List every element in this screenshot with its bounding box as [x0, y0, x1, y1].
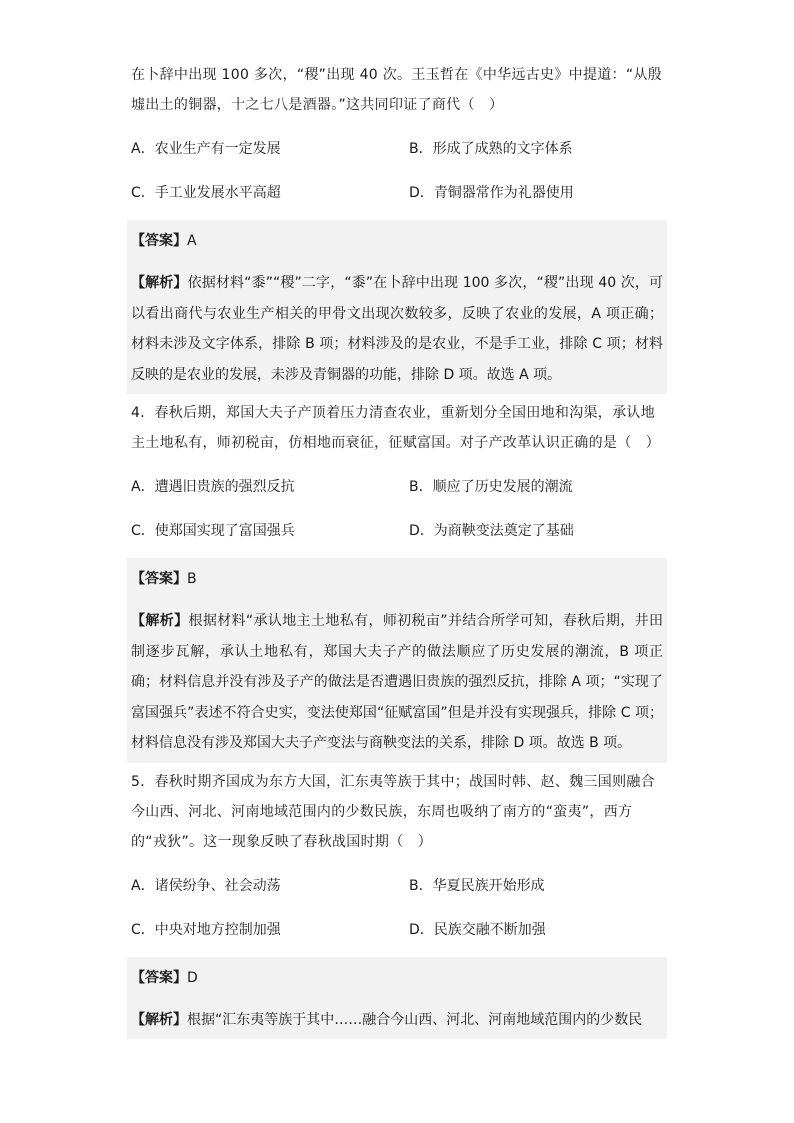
question-4-answer-box [127, 558, 667, 763]
explanation-text: 根据材料“承认地主土地私有，师初税亩”并结合所学可知，春秋后期，井田制逐步瓦解，承认土地私有，郑国大夫子产的做法顺应了历史发展的潮流，B 项正确；材料信息并没有涉及子产的做法是否遭遇旧贵族的强烈反抗，排除 A 项；“实现了富国强兵”表述不符合史实，变法使郑国“征赋富国”但是并没有实现强兵，排除 C 项；材料信息没有涉及郑国大夫子产变法与商鞅变法的关系，排除 D 项。故选 B 项。 [131, 613, 663, 751]
question-5-explanation [131, 1005, 663, 1036]
document-content [131, 60, 663, 1039]
question-5-answer [131, 963, 663, 1005]
question-5-option-a: A．诸侯纷争、社会动荡 [131, 877, 281, 894]
question-5-answer-box [127, 957, 667, 1040]
question-5-stem: 5．春秋时期齐国成为东方大国，汇东夷等族于其中；战国时韩、赵、魏三国则融合今山西、河北、河南地域范围内的少数民族，东周也吸纳了南方的“蛮夷”，西方的“戎狄”。这一现象反映了春秋战国时期（ ） [131, 773, 656, 850]
question-4-option-c: C．使郑国实现了富国强兵 [131, 523, 295, 539]
question-5-option-d: D．民族交融不断加强 [409, 921, 546, 938]
explanation-tag: 【解析】 [131, 275, 188, 291]
question-4-answer [131, 564, 663, 606]
question-3-option-b: B．形成了成熟的文字体系 [409, 141, 573, 157]
question-3-explanation [131, 268, 663, 390]
question-3-answer-box [127, 220, 667, 394]
question-5-options [131, 869, 663, 957]
question-3-answer [131, 226, 663, 268]
question-4-explanation [131, 606, 663, 759]
question-4-option-a: A．遭遇旧贵族的强烈反抗 [131, 479, 295, 495]
answer-tag: 【答案】 [131, 571, 187, 587]
question-4-options [131, 470, 663, 558]
answer-tag: 【答案】 [131, 969, 187, 986]
question-4-option-d: D．为商鞅变法奠定了基础 [409, 523, 574, 539]
question-3-option-a: A．农业生产有一定发展 [131, 141, 281, 157]
question-5-option-b: B．华夏民族开始形成 [409, 877, 545, 894]
explanation-text: 根据“汇东夷等族于其中……融合今山西、河北、河南地域范围内的少数民 [187, 1011, 643, 1028]
question-5-option-c: C．中央对地方控制加强 [131, 921, 281, 938]
answer-tag: 【答案】 [131, 233, 187, 249]
explanation-text: 依据材料“黍”“稷”二字，“黍”在卜辞中出现 100 多次，“稷”出现 40 次，可以看出商代与农业生产相关的甲骨文出现次数较多，反映了农业的发展，A 项正确；材料未涉及文字体系，排除 B 项；材料涉及的是农业，不是手工业，排除 C 项；材料反映的是农业的发展，未涉及青铜器的功能，排除 D 项。故选 A 项。 [131, 275, 664, 383]
question-3-option-d: D．青铜器常作为礼器使用 [409, 185, 574, 201]
question-3-options [131, 132, 663, 220]
answer-value: A [187, 233, 197, 249]
answer-value: B [187, 571, 197, 587]
explanation-tag: 【解析】 [131, 1011, 187, 1028]
question-4-stem: 4．春秋后期，郑国大夫子产顶着压力清查农业，重新划分全国田地和沟渠，承认地主土地私有，师初税亩，仿相地而衰征，征赋富国。对子产改革认识正确的是（ ） [131, 405, 661, 451]
question-4-option-b: B．顺应了历史发展的潮流 [409, 479, 573, 495]
question-3-stem: 在卜辞中出现 100 多次，“稷”出现 40 次。王玉哲在《中华远古史》中提道：“从殷墟出土的铜器，十之七八是酒器。”这共同印证了商代（ ） [131, 67, 662, 113]
answer-value: D [187, 969, 198, 986]
explanation-tag: 【解析】 [131, 613, 189, 629]
question-3-option-c: C．手工业发展水平高超 [131, 185, 281, 201]
